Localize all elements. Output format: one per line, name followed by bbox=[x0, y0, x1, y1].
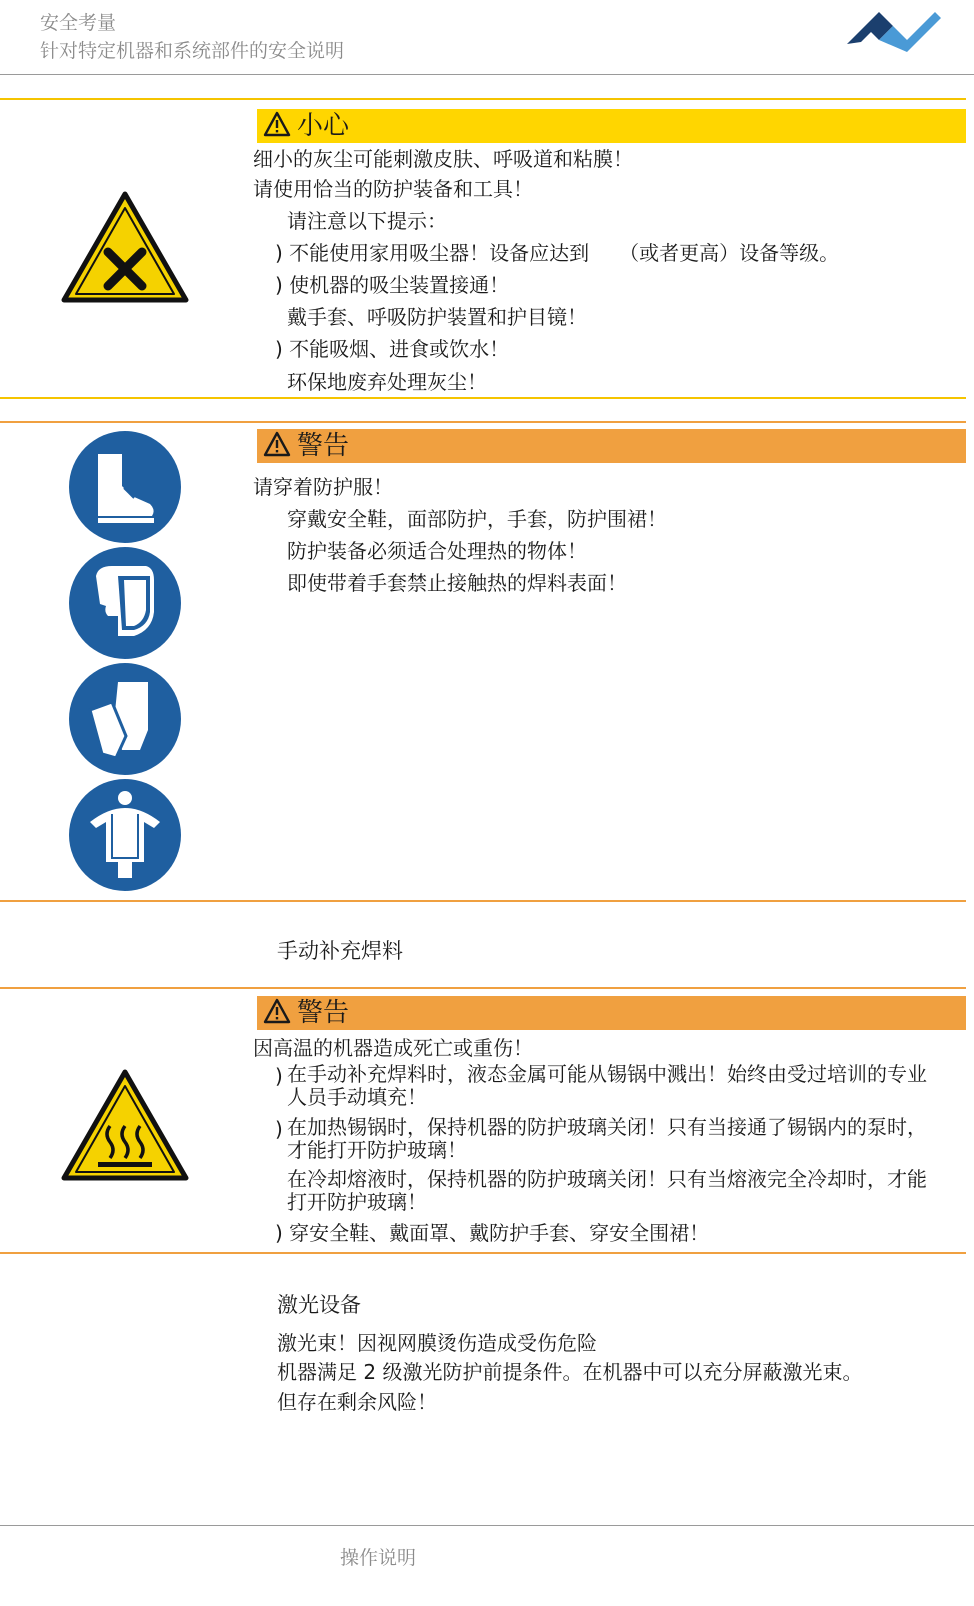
caution-line-1: 细小的灰尘可能刺激皮肤、呼吸道和粘膜！ bbox=[253, 147, 633, 171]
caution-top-rule bbox=[0, 98, 966, 100]
footer-divider bbox=[0, 1525, 974, 1526]
laser-line: 机器满足 2 级激光防护前提条件。在机器中可以充分屏蔽激光束。 bbox=[277, 1360, 863, 1384]
section-heading-laser: 激光设备 bbox=[277, 1293, 361, 1317]
hazard-irritant-icon bbox=[60, 190, 190, 306]
caution-item-text: 戴手套、呼吸防护装置和护目镜！ bbox=[287, 305, 587, 329]
caution-banner bbox=[257, 109, 966, 143]
apron-icon bbox=[68, 778, 182, 892]
caution-item-suffix: （或者更高）设备等级。 bbox=[619, 241, 840, 265]
warning2-item bbox=[275, 1063, 937, 1109]
warning1-label: 警告 bbox=[297, 431, 350, 461]
caution-item-text: 环保地废弃处理灰尘！ bbox=[287, 370, 487, 394]
warning2-item-text: 在冷却熔液时，保持机器的防护玻璃关闭！只有当熔液完全冷却时，才能打开防护玻璃！ bbox=[287, 1167, 927, 1214]
caution-item bbox=[275, 336, 509, 362]
laser-line: 但存在剩余风险！ bbox=[277, 1390, 437, 1414]
caution-label: 小心 bbox=[297, 111, 350, 141]
laser-line: 激光束！因视网膜烫伤造成受伤危险 bbox=[277, 1331, 597, 1355]
caution-line-2: 请使用恰当的防护装备和工具！ bbox=[253, 177, 533, 201]
bullet-marker: ) bbox=[275, 337, 283, 361]
caution-item bbox=[287, 304, 587, 330]
caution-item-text: 不能吸烟、进食或饮水！ bbox=[289, 337, 510, 361]
warning2-banner bbox=[257, 996, 966, 1030]
warning1-item: 穿戴安全鞋，面部防护，手套，防护围裙！ bbox=[287, 507, 667, 531]
warning-triangle-icon bbox=[263, 996, 291, 1026]
caution-item-text: 使机器的吸尘装置接通！ bbox=[289, 273, 510, 297]
warning1-banner bbox=[257, 429, 966, 463]
warning2-item bbox=[275, 1116, 937, 1162]
caution-item bbox=[287, 369, 487, 395]
warning2-item bbox=[275, 1220, 709, 1246]
section-heading-manual: 手动补充焊料 bbox=[277, 939, 403, 963]
page-subtitle: 针对特定机器和系统部件的安全说明 bbox=[40, 40, 345, 62]
page-section-title: 安全考量 bbox=[40, 12, 117, 34]
bullet-marker: ) bbox=[275, 1064, 283, 1088]
caution-bottom-rule bbox=[0, 397, 966, 399]
warning2-item-text: 在手动补充焊料时，液态金属可能从锡锅中溅出！始终由受过培训的专业人员手动填充！ bbox=[287, 1062, 927, 1109]
warning-triangle-icon bbox=[263, 109, 291, 139]
caution-item bbox=[275, 272, 509, 298]
warning2-item-text: 穿安全鞋、戴面罩、戴防护手套、穿安全围裙！ bbox=[289, 1221, 710, 1245]
caution-note-intro: 请注意以下提示： bbox=[287, 209, 447, 233]
boots-icon bbox=[68, 430, 182, 544]
hot-surface-icon bbox=[60, 1068, 190, 1184]
warning-triangle-icon bbox=[263, 429, 291, 459]
footer-label: 操作说明 bbox=[340, 1547, 417, 1569]
caution-item-text: 不能使用家用吸尘器！设备应达到 bbox=[289, 241, 590, 265]
bullet-marker: ) bbox=[275, 1117, 283, 1141]
warning1-item: 即使带着手套禁止接触热的焊料表面！ bbox=[287, 571, 627, 595]
warning2-bottom-rule bbox=[0, 1252, 966, 1254]
warning1-item: 防护装备必须适合处理热的物体！ bbox=[287, 539, 587, 563]
logo-icon bbox=[845, 4, 941, 64]
warning2-top-rule bbox=[0, 987, 966, 989]
warning1-line: 请穿着防护服！ bbox=[253, 475, 393, 499]
face-shield-icon bbox=[68, 546, 182, 660]
warning2-label: 警告 bbox=[297, 998, 350, 1028]
warning1-top-rule bbox=[0, 421, 966, 423]
bullet-marker: ) bbox=[275, 273, 283, 297]
warning2-item-text: 在加热锡锅时，保持机器的防护玻璃关闭！只有当接通了锡锅内的泵时，才能打开防护玻璃！ bbox=[287, 1115, 927, 1162]
header-divider bbox=[0, 74, 974, 75]
warning1-bottom-rule bbox=[0, 900, 966, 902]
warning2-item bbox=[287, 1168, 937, 1214]
bullet-marker: ) bbox=[275, 241, 283, 265]
gloves-icon bbox=[68, 662, 182, 776]
warning2-line: 因高温的机器造成死亡或重伤！ bbox=[253, 1036, 533, 1060]
bullet-marker: ) bbox=[275, 1221, 283, 1245]
caution-item bbox=[275, 240, 839, 266]
